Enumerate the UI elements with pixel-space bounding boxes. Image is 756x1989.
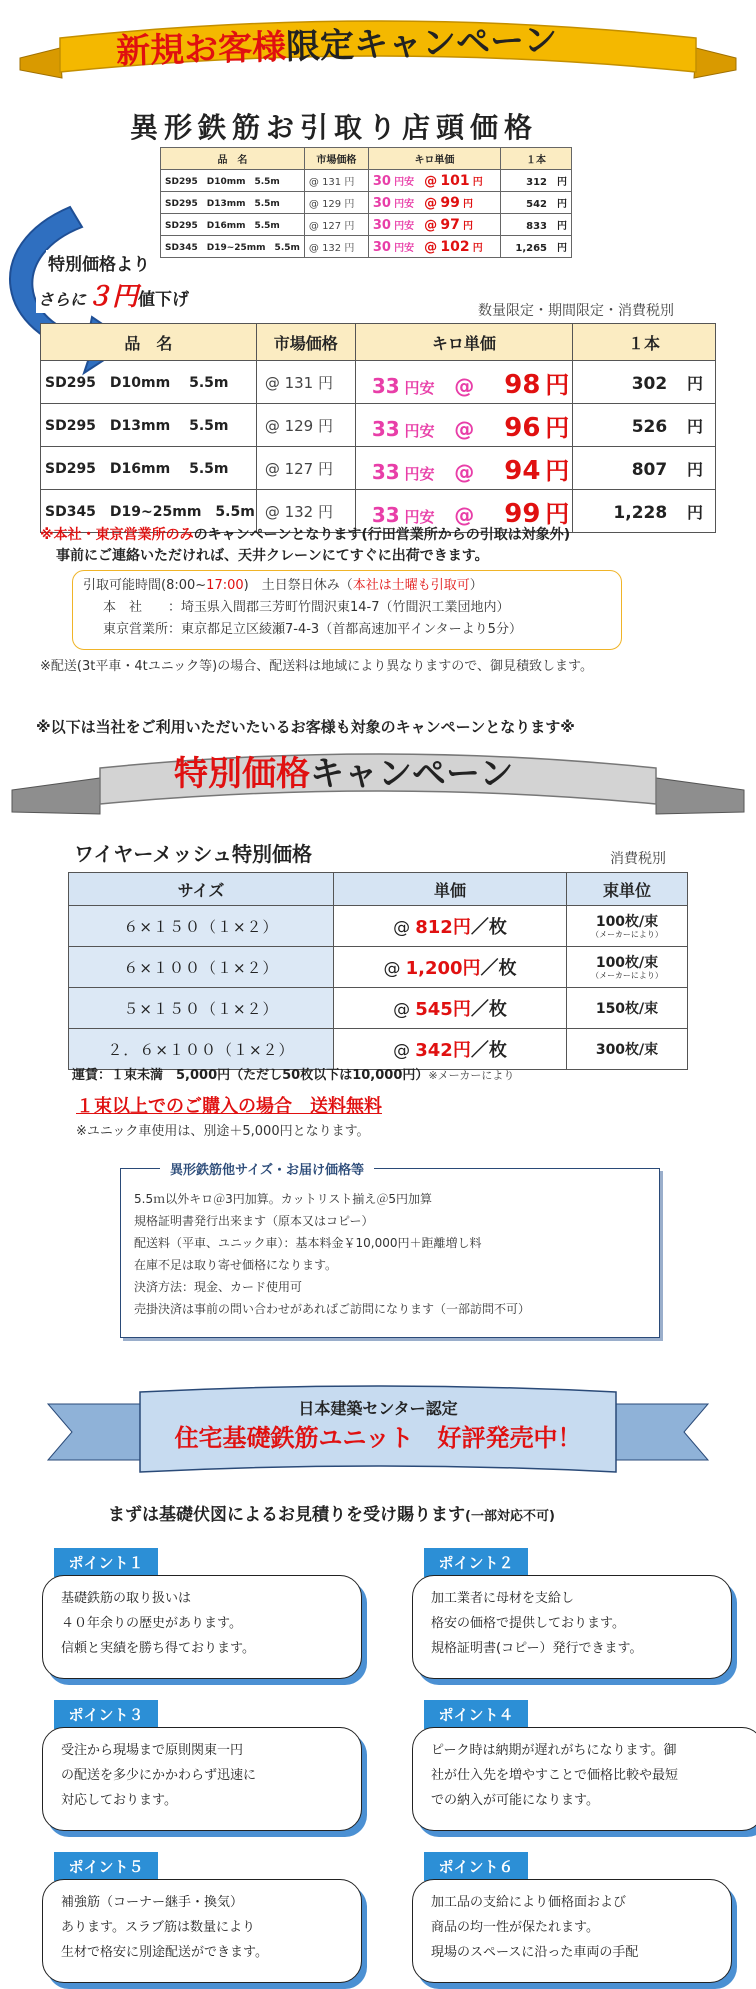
- wire-cell-bundle: 100枚/束: [595, 955, 659, 971]
- point-box-3: [42, 1727, 362, 1831]
- new-kilo-cell: [355, 361, 572, 404]
- point-box-5: [42, 1879, 362, 1983]
- new-cell-discount-unit: 円安: [404, 464, 435, 483]
- wire-title: ワイヤーメッシュ特別価格: [74, 842, 312, 866]
- new-cell-market: @ 132 円: [264, 502, 333, 521]
- old-cell-price: 99: [440, 194, 460, 211]
- new-cell-per: 807: [631, 459, 668, 480]
- new-cell-discount: 33: [371, 416, 400, 441]
- old-cell-per: 542: [526, 199, 547, 210]
- new-cell-discount: 33: [371, 502, 400, 527]
- old-market-cell: [304, 170, 368, 192]
- wire-table-row: [69, 947, 688, 988]
- point-line: ピーク時は納期が遅れがちになります。御: [431, 1743, 677, 1758]
- wire-cell-unit: ／枚: [480, 958, 517, 979]
- old-cell-name: SD295 D10mm 5.5m: [165, 177, 280, 187]
- point-line: での納入が可能になります。: [431, 1793, 599, 1808]
- new-market-cell: [256, 404, 355, 447]
- point-line: 社が仕入先を増やすことで価格比較や最短: [431, 1768, 679, 1783]
- info-hours-d: 本社は土曜も引取可: [352, 578, 470, 593]
- point-line: 信頼と実績を勝ち得ております。: [61, 1641, 255, 1656]
- point-line: 商品の均一性が保たれます。: [431, 1920, 599, 1935]
- point-line: 基礎鉄筋の取り扱いは: [61, 1591, 192, 1606]
- old-kilo-cell: [368, 192, 500, 214]
- new-cell-name: SD295 D13mm 5.5m: [45, 418, 229, 434]
- new-cell-market: @ 127 円: [264, 459, 333, 478]
- wire-cell-price: 545円: [415, 999, 471, 1020]
- old-cell-at: @: [424, 195, 438, 211]
- old-per-cell: [501, 192, 572, 214]
- point-tab-2: ポイント２: [424, 1548, 528, 1577]
- wire-cell-unit: ／枚: [470, 999, 507, 1020]
- new-table-row: [41, 361, 716, 404]
- old-cell-discount-unit: 円安: [394, 242, 415, 254]
- wire-size-cell: [69, 988, 334, 1029]
- old-cell-name: SD295 D16mm 5.5m: [165, 221, 280, 231]
- wire-cell-unit: ／枚: [470, 1040, 507, 1061]
- old-cell-discount-unit: 円安: [394, 220, 415, 232]
- notice-red: 本社・東京営業所のみ: [53, 527, 194, 543]
- new-name-cell: [41, 447, 257, 490]
- new-cell-per-unit: 円: [686, 459, 703, 479]
- old-cell-discount: 30: [372, 173, 391, 189]
- wire-table-row: [69, 988, 688, 1029]
- wire-price-cell: [334, 906, 567, 947]
- wire-price-cell: [334, 988, 567, 1029]
- wire-th-size: サイズ: [69, 873, 334, 906]
- wire-cell-bundle: 150枚/束: [595, 1000, 659, 1017]
- wire-cell-size: ２．６×１００（１×２）: [107, 1040, 295, 1059]
- point-line: 補強筋（コーナー継手・換気）: [61, 1895, 244, 1910]
- old-per-cell: [501, 214, 572, 236]
- new-name-cell: [41, 361, 257, 404]
- new-price-table: [40, 323, 716, 533]
- new-cell-per: 1,228: [613, 502, 668, 523]
- old-cell-discount-unit: 円安: [394, 198, 415, 210]
- other-box-line: 配送料（平車、ユニック車）：基本料金￥10,000円＋距離増し料: [134, 1236, 482, 1250]
- new-cell-discount-unit: 円安: [404, 378, 435, 397]
- new-kilo-cell: [355, 447, 572, 490]
- arrow-text-nesage: 値下げ: [138, 290, 190, 310]
- arrow-text-3yen: ３円: [86, 282, 139, 312]
- old-table-row: [161, 214, 572, 236]
- notice-rest: のキャンペーンとなります(行田営業所からの引取は対象外): [193, 527, 571, 543]
- new-table-row: [41, 447, 716, 490]
- top-banner-part2: 限定キャンペーン: [285, 20, 558, 68]
- wire-bundle-cell: [567, 988, 688, 1029]
- old-market-cell: [304, 192, 368, 214]
- arrow-text-sarani: さらに: [38, 290, 87, 309]
- new-cell-per-unit: 円: [686, 502, 703, 522]
- wire-cell-at: @: [393, 1041, 411, 1061]
- wire-table-row: [69, 906, 688, 947]
- old-cell-price-unit: 円: [463, 220, 474, 232]
- arrow-text-line2: [36, 276, 191, 313]
- point-box-6: [412, 1879, 732, 1983]
- point-line: 現場のスペースに沿った車両の手配: [431, 1945, 639, 1960]
- new-cell-per: 302: [631, 373, 668, 394]
- new-cell-per-unit: 円: [686, 416, 703, 436]
- old-name-cell: [161, 170, 305, 192]
- wire-shipping: 運賃：１束未満 5,000円（ただし50枚以下は10,000円）: [72, 1068, 429, 1083]
- new-cell-market: @ 131 円: [264, 373, 333, 392]
- wire-size-cell: [69, 947, 334, 988]
- unit-banner-line1: 日本建築センター認定: [298, 1399, 458, 1418]
- new-table-row: [41, 404, 716, 447]
- notice-line2: 事前にご連絡いただければ、天井クレーンにてすぐに出荷できます。: [56, 548, 489, 564]
- old-cell-discount: 30: [372, 195, 391, 211]
- old-cell-at: @: [424, 173, 438, 189]
- wire-cell-at: @: [393, 1000, 411, 1020]
- other-box-line: 決済方法：現金、カード使用可: [134, 1280, 303, 1294]
- old-cell-discount: 30: [372, 217, 391, 233]
- new-cell-market: @ 129 円: [264, 416, 333, 435]
- other-box-title: 異形鉄筋他サイズ・お届け価格等: [160, 1159, 374, 1178]
- new-cell-per-unit: 円: [686, 373, 703, 393]
- old-cell-price-unit: 円: [472, 176, 483, 188]
- wire-bundle-cell: [567, 1029, 688, 1070]
- old-name-cell: [161, 192, 305, 214]
- point-tab-6: ポイント６: [424, 1852, 528, 1881]
- old-cell-market: @ 129 円: [308, 199, 355, 210]
- wire-cell-unit: ／枚: [470, 917, 507, 938]
- wire-cell-bundle: 100枚/束: [595, 914, 659, 930]
- unit-banner-line2: 住宅基礎鉄筋ユニット 好評発売中！: [174, 1424, 582, 1452]
- banner2-title: [174, 746, 513, 795]
- wire-bundle-cell: [567, 947, 688, 988]
- notice-line1: [40, 524, 570, 544]
- old-th-name: 品 名: [161, 148, 305, 170]
- old-cell-price: 97: [440, 216, 460, 233]
- point-line: の配送を多少にかかわらず迅速に: [61, 1768, 257, 1783]
- new-cell-discount-unit: 円安: [404, 421, 435, 440]
- wire-cell-maker: （メーカーにより）: [591, 930, 663, 939]
- old-cell-per: 833: [526, 221, 547, 232]
- delivery-note: ※配送(3t平車・4tユニック等)の場合、配送料は地域により異なりますので、御見積致します。: [40, 659, 593, 674]
- wire-cell-at: @: [383, 959, 401, 979]
- new-th-kilo: キロ単価: [355, 324, 572, 361]
- old-cell-discount-unit: 円安: [394, 176, 415, 188]
- other-box-line: 在庫不足は取り寄せ価格になります。: [134, 1258, 338, 1272]
- old-cell-per-unit: 円: [557, 243, 567, 254]
- new-cell-discount-unit: 円安: [404, 507, 435, 526]
- new-cell-per: 526: [631, 416, 668, 437]
- info-hours-a: 引取可能時間(8:00~: [83, 578, 207, 593]
- old-cell-name: SD345 D19~25mm 5.5m: [165, 243, 300, 253]
- wire-bundle-cell: [567, 906, 688, 947]
- new-cell-price-unit: 円: [545, 413, 570, 442]
- wire-cell-price: 342円: [415, 1040, 471, 1061]
- old-cell-price-unit: 円: [463, 198, 474, 210]
- point-tab-4: ポイント４: [424, 1700, 528, 1729]
- other-box-line: 売掛決済は事前の問い合わせがあればご訪問になります（一部訪問不可）: [134, 1302, 531, 1316]
- point-box-1: [42, 1575, 362, 1679]
- new-cell-discount: 33: [371, 373, 400, 398]
- point-box-4: [412, 1727, 756, 1831]
- wire-cell-size: ６×１００（１×２）: [123, 958, 279, 977]
- old-cell-market: @ 127 円: [308, 221, 355, 232]
- estimate-small: (一部対応不可): [465, 1509, 555, 1524]
- wire-cell-bundle: 300枚/束: [595, 1041, 659, 1058]
- wire-unic-note: ※ユニック車使用は、別途＋5,000円となります。: [76, 1124, 370, 1139]
- point-tab-1: ポイント１: [54, 1548, 158, 1577]
- point-line: 格安の価格で提供しております。: [431, 1616, 625, 1631]
- wire-cell-price: 812円: [415, 917, 471, 938]
- new-market-cell: [256, 447, 355, 490]
- old-kilo-cell: [368, 236, 500, 258]
- new-market-cell: [256, 361, 355, 404]
- point-line: ４０年余りの歴史があります。: [61, 1616, 242, 1631]
- old-cell-name: SD295 D13mm 5.5m: [165, 199, 280, 209]
- info-hours-e: ）: [469, 578, 483, 593]
- wire-price-cell: [334, 947, 567, 988]
- new-th-per: １本: [573, 324, 716, 361]
- wire-table: [68, 872, 688, 1070]
- point-line: 生材で格安に別途配送ができます。: [61, 1945, 268, 1960]
- point-line: 規格証明書(コピー）発行できます。: [431, 1641, 643, 1656]
- arrow-text-line1: 特別価格より: [46, 250, 152, 275]
- old-kilo-cell: [368, 214, 500, 236]
- new-cell-price: 96: [504, 412, 541, 443]
- point-line: あります。スラブ筋は数量により: [61, 1920, 255, 1935]
- new-cell-at: @: [454, 459, 475, 484]
- wire-cell-at: @: [393, 918, 411, 938]
- old-cell-per-unit: 円: [557, 221, 567, 232]
- new-per-cell: [573, 490, 716, 533]
- other-box-line: 5.5ｍ以外キロ＠3円加算。カットリスト揃え＠5円加算: [134, 1192, 432, 1206]
- new-cell-name: SD295 D16mm 5.5m: [45, 461, 229, 477]
- notice-mark: ※: [40, 527, 54, 543]
- new-th-market: 市場価格: [256, 324, 355, 361]
- info-honsha: 本 社 ：埼玉県入間郡三芳町竹間沢東14-7（竹間沢工業団地内）: [103, 600, 510, 615]
- wire-cell-size: ６×１５０（１×２）: [123, 917, 279, 936]
- wire-cell-price: 1,200円: [405, 958, 481, 979]
- wire-cell-maker: （メーカーにより）: [591, 971, 663, 980]
- new-cell-at: @: [454, 502, 475, 527]
- old-per-cell: [501, 236, 572, 258]
- point-tab-5: ポイント５: [54, 1852, 158, 1881]
- old-table-row: [161, 170, 572, 192]
- top-banner-part1: 新規お客様: [115, 27, 287, 72]
- new-th-name: 品 名: [41, 324, 257, 361]
- old-name-cell: [161, 214, 305, 236]
- wire-cell-size: ５×１５０（１×２）: [123, 999, 279, 1018]
- new-per-cell: [573, 361, 716, 404]
- banner2-part2: キャンペーン: [310, 754, 514, 794]
- wire-shipping-note: ※メーカーにより: [428, 1069, 515, 1082]
- old-cell-at: @: [424, 217, 438, 233]
- new-cell-discount: 33: [371, 459, 400, 484]
- new-cell-price: 98: [504, 369, 541, 400]
- old-table-row: [161, 236, 572, 258]
- new-cell-price-unit: 円: [545, 456, 570, 485]
- new-cell-name: SD295 D10mm 5.5m: [45, 375, 229, 391]
- new-cell-at: @: [454, 373, 475, 398]
- point-line: 対応しております。: [61, 1793, 177, 1808]
- point-box-2: [412, 1575, 732, 1679]
- limited-note: 数量限定・期間限定・消費税別: [478, 303, 674, 319]
- old-cell-price-unit: 円: [472, 242, 483, 254]
- old-th-kilo: キロ単価: [368, 148, 500, 170]
- other-box-lines: [134, 1188, 530, 1320]
- new-per-cell: [573, 404, 716, 447]
- new-name-cell: [41, 404, 257, 447]
- old-kilo-cell: [368, 170, 500, 192]
- new-kilo-cell: [355, 404, 572, 447]
- old-name-cell: [161, 236, 305, 258]
- info-hours-c: ) 土日祭日休み（: [243, 578, 353, 593]
- old-cell-discount: 30: [372, 239, 391, 255]
- wire-th-price: 単価: [334, 873, 567, 906]
- old-price-table: [160, 147, 572, 258]
- new-cell-price-unit: 円: [545, 499, 570, 528]
- wire-shipping-line: [72, 1064, 514, 1083]
- all-customers-note: ※以下は当社をご利用いただいたいるお客様も対象のキャンペーンとなります※: [36, 718, 575, 736]
- other-box-line: 規格証明書発行出来ます（原本又はコピー）: [134, 1214, 374, 1228]
- point-tab-3: ポイント３: [54, 1700, 158, 1729]
- point-line: 加工品の支給により価格面および: [431, 1895, 627, 1910]
- old-cell-per-unit: 円: [557, 177, 567, 188]
- wire-th-bundle: 束単位: [567, 873, 688, 906]
- old-cell-per: 1,265: [515, 243, 547, 254]
- old-cell-per-unit: 円: [557, 199, 567, 210]
- new-cell-at: @: [454, 416, 475, 441]
- section1-title: 異形鉄筋お引取り店頭価格: [130, 111, 539, 144]
- info-tokyo: 東京営業所：東京都足立区綾瀬7-4-3（首都高速加平インターより5分）: [103, 622, 522, 637]
- old-cell-market: @ 131 円: [308, 177, 355, 188]
- old-per-cell: [501, 170, 572, 192]
- wire-size-cell: [69, 906, 334, 947]
- new-cell-price: 99: [504, 498, 541, 529]
- new-cell-name: SD345 D19~25mm 5.5m: [45, 504, 255, 520]
- point-line: 加工業者に母材を支給し: [431, 1591, 575, 1606]
- wire-free-shipping: １束以上でのご購入の場合 送料無料: [76, 1096, 382, 1117]
- new-cell-price-unit: 円: [545, 370, 570, 399]
- old-market-cell: [304, 236, 368, 258]
- old-cell-at: @: [424, 239, 438, 255]
- new-per-cell: [573, 447, 716, 490]
- banner2-part1: 特別価格: [174, 754, 310, 794]
- new-cell-price: 94: [504, 455, 541, 486]
- old-cell-market: @ 132 円: [308, 243, 355, 254]
- old-th-market: 市場価格: [304, 148, 368, 170]
- estimate-line: [108, 1500, 555, 1525]
- point-line: 受注から現場まで原則関東一円: [61, 1743, 244, 1758]
- estimate-main: まずは基礎伏図によるお見積りを受け賜ります: [108, 1505, 465, 1525]
- old-th-per: １本: [501, 148, 572, 170]
- old-cell-price: 101: [440, 172, 470, 189]
- old-cell-price: 102: [440, 238, 470, 255]
- info-box: [72, 570, 622, 650]
- old-market-cell: [304, 214, 368, 236]
- info-hours: [83, 575, 611, 597]
- info-hours-b: 17:00: [206, 578, 244, 593]
- old-table-row: [161, 192, 572, 214]
- wire-tax: 消費税別: [610, 851, 666, 867]
- old-cell-per: 312: [526, 177, 547, 188]
